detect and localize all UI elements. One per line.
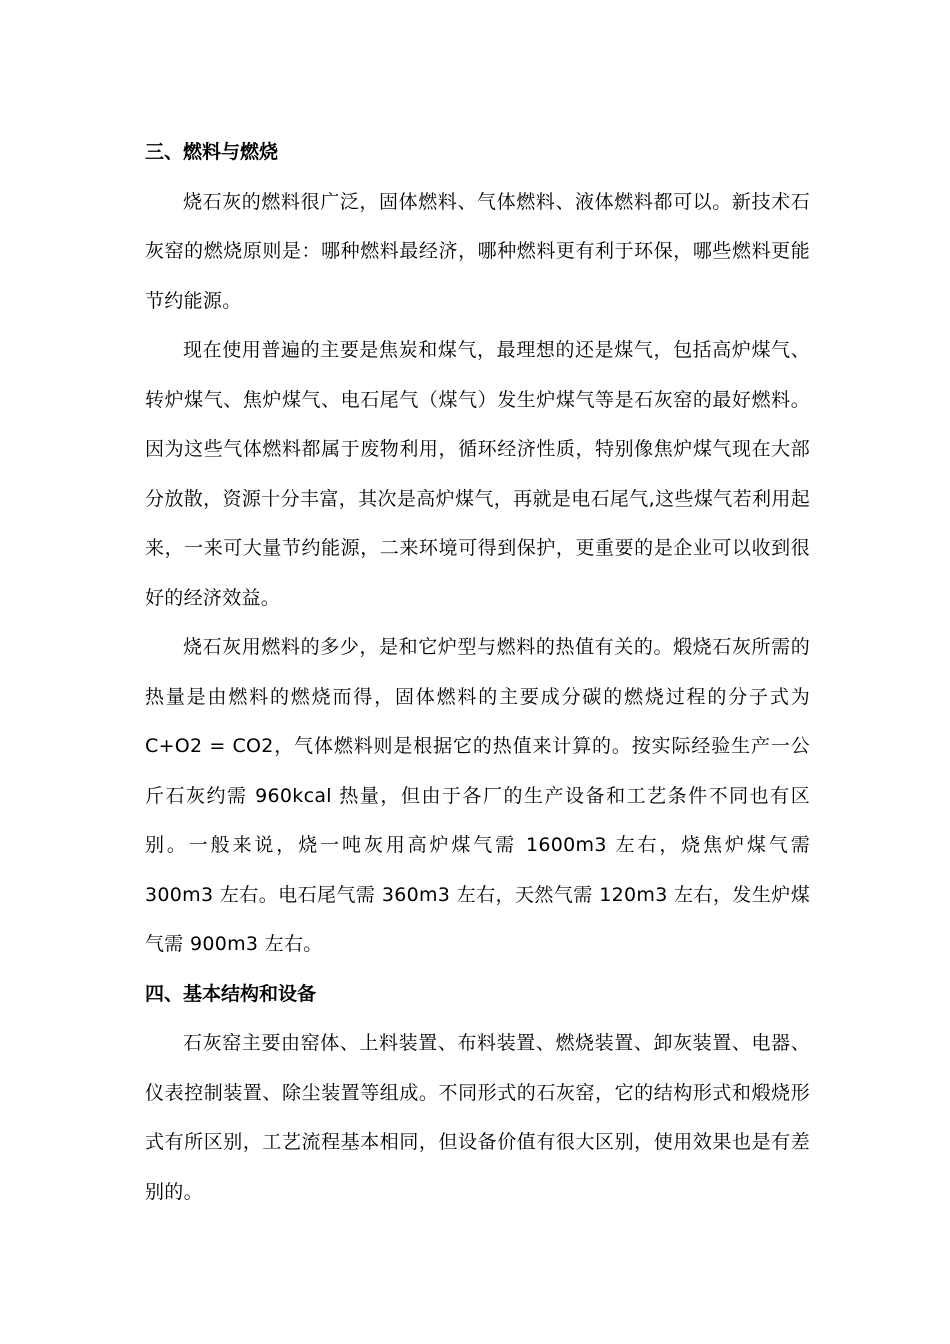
section-structure-and-equipment <box>145 970 810 1218</box>
document-page <box>145 128 810 1217</box>
section-heading: 四、基本结构和设备 <box>145 982 317 1005</box>
paragraph: 烧石灰的燃料很广泛，固体燃料、气体燃料、液体燃料都可以。新技术石灰窑的燃烧原则是：哪种燃料最经济，哪种燃料更有利于环保，哪些燃料更能节约能源。 <box>145 190 810 312</box>
section-fuel-and-combustion <box>145 128 810 970</box>
paragraph: 现在使用普遍的主要是焦炭和煤气，最理想的还是煤气，包括高炉煤气、转炉煤气、焦炉煤气、电石尾气（煤气）发生炉煤气等是石灰窑的最好燃料。因为这些气体燃料都属于废物利用，循环经济性质，特别像焦炉煤气现在大部分放散，资源十分丰富，其次是高炉煤气，再就是电石尾气,这些煤气若利用起来，一来可大量节约能源，二来环境可得到保护，更重要的是企业可以收到很好的经济效益。 <box>145 339 810 609</box>
paragraph: 石灰窑主要由窑体、上料装置、布料装置、燃烧装置、卸灰装置、电器、仪表控制装置、除尘装置等组成。不同形式的石灰窑，它的结构形式和煅烧形式有所区别，工艺流程基本相同，但设备价值有很大区别，使用效果也是有差别的。 <box>145 1032 810 1203</box>
paragraph: 烧石灰用燃料的多少，是和它炉型与燃料的热值有关的。煅烧石灰所需的热量是由燃料的燃烧而得，固体燃料的主要成分碳的燃烧过程的分子式为 C+O2 = CO2，气体燃料则是根据它的热值来计算的。按实际经验生产一公斤石灰约需 960kcal 热量，但由于各厂的生产设备和工艺条件不同也有区别。一般来说，烧一吨灰用高炉煤气需 1600m3 左右，烧焦炉煤气需 300m3 左右。电石尾气需 360m3 左右，天然气需 120m3 左右，发生炉煤气需 900m3 左右。 <box>145 636 810 955</box>
section-heading: 三、燃料与燃烧 <box>145 141 279 163</box>
